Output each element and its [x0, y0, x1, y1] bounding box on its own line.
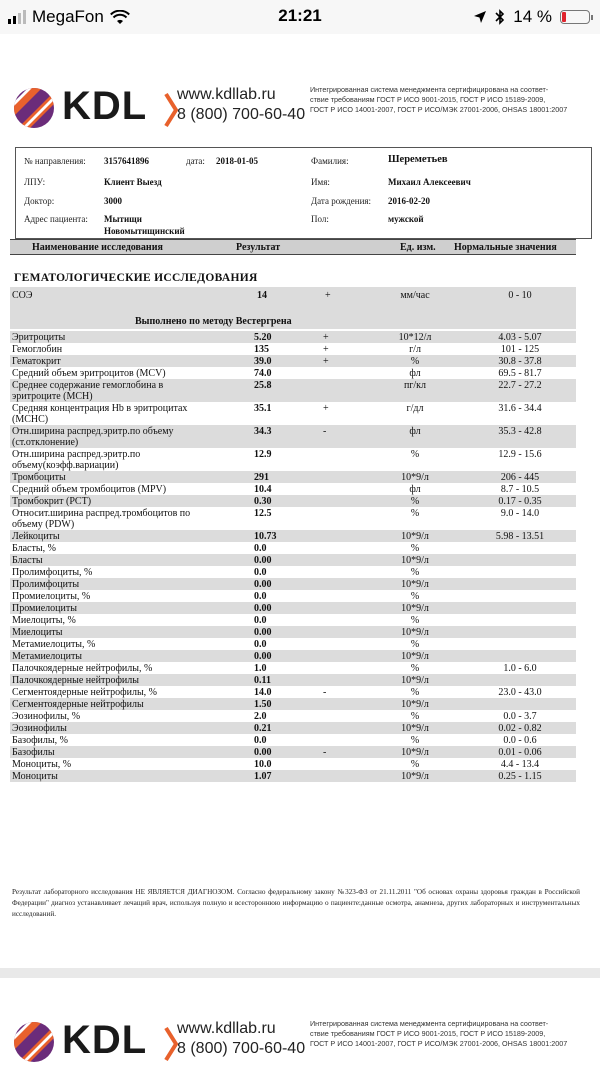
table-row [10, 686, 576, 698]
test-name: Моноциты [12, 771, 58, 782]
table-row [10, 331, 576, 343]
test-name: Сегментоядерные нейтрофилы [12, 699, 144, 710]
table-row [10, 662, 576, 674]
test-unit: % [410, 508, 420, 519]
test-norm: 101 - 125 [500, 344, 540, 355]
patient-sex: мужской [388, 214, 424, 224]
page-gap [0, 968, 600, 978]
lab-website: www.kdllab.ru [177, 86, 276, 103]
kdl-logo-text: KDL [62, 84, 148, 128]
lab-phone: 8 (800) 700-60-40 [177, 106, 306, 123]
test-name: Средний объем эритроцитов (MCV) [12, 368, 166, 379]
test-result: 0.00 [254, 579, 272, 590]
test-result: 12.9 [254, 449, 272, 460]
esr-row [10, 287, 576, 329]
test-norm: 12.9 - 15.6 [498, 449, 542, 460]
doctor-value: 3000 [104, 196, 122, 206]
test-result: 1.07 [254, 771, 272, 782]
test-name: Лейкоциты [12, 531, 60, 542]
test-unit: фл [409, 426, 421, 437]
test-unit: пг/кл [403, 380, 427, 391]
test-unit: % [410, 639, 420, 650]
table-row [10, 746, 576, 758]
test-unit: % [410, 496, 420, 507]
test-unit: 10*9/л [401, 555, 429, 566]
test-unit: фл [409, 484, 421, 495]
test-result: 12.5 [254, 508, 272, 519]
test-name: Средняя концентрация Hb в эритроцитах (MCHC) [12, 403, 188, 425]
test-name: Базофилы [12, 747, 55, 758]
test-name: Средний объем тромбоцитов (MPV) [12, 484, 167, 495]
surname-label: Фамилия: [311, 156, 349, 166]
test-unit: г/л [409, 344, 421, 355]
test-norm: 9.0 - 14.0 [500, 508, 540, 519]
test-result: 39.0 [254, 356, 272, 367]
lpu-label: ЛПУ: [24, 177, 46, 187]
test-name: Метамиелоциты, % [12, 639, 96, 650]
certification-text: Интегрированная система менеджмента сертифицирована на соответ- ствие требованиям ГОСТ Р ИСО 9001-2015, ГОСТ Р ИСО 15189-2009, ГОСТ Р ИСО 14001-2007, ГОСТ Р ИСО/МЭК 27001-2006, OHSAS 18001:2007 [310, 1019, 568, 1048]
test-result: 10.4 [254, 484, 272, 495]
test-result: 25.8 [254, 380, 272, 391]
test-unit: 10*12/л [398, 332, 432, 343]
test-norm: 69.5 - 81.7 [498, 368, 542, 379]
test-unit: % [410, 711, 420, 722]
test-name: Миелоциты [12, 627, 63, 638]
test-result: 0.0 [254, 591, 267, 602]
test-name: Базофилы, % [12, 735, 68, 746]
test-norm: 0.0 - 3.7 [503, 711, 537, 722]
table-row [10, 638, 576, 650]
test-name: Эритроциты [12, 332, 66, 343]
table-row [10, 650, 576, 662]
table-row [10, 770, 576, 782]
table-row [10, 367, 576, 379]
table-row [10, 483, 576, 495]
lab-report-page [0, 40, 600, 960]
test-name: Моноциты, % [12, 759, 72, 770]
test-result: 10.73 [254, 531, 277, 542]
test-unit: % [410, 356, 420, 367]
test-norm: 23.0 - 43.0 [498, 687, 542, 698]
table-row [10, 495, 576, 507]
test-unit: 10*9/л [401, 472, 429, 483]
test-name: Эозинофилы [12, 723, 67, 734]
test-name: Гематокрит [12, 356, 61, 367]
header-result: Результат [236, 242, 281, 253]
table-row [10, 758, 576, 770]
test-unit: % [410, 759, 420, 770]
test-result: 10.0 [254, 759, 272, 770]
test-name: Промиелоциты, % [12, 591, 91, 602]
test-flag: + [323, 403, 329, 414]
test-flag: - [323, 426, 327, 437]
test-unit: % [410, 449, 420, 460]
test-norm: 22.7 - 27.2 [498, 380, 542, 391]
test-unit: % [410, 567, 420, 578]
test-result: 35.1 [254, 403, 272, 414]
test-norm: 4.03 - 5.07 [498, 332, 542, 343]
esr-unit: мм/час [400, 290, 430, 301]
clock: 21:21 [278, 6, 322, 25]
table-row [10, 343, 576, 355]
test-name: Гемоглобин [12, 344, 63, 355]
test-name: Тромбоциты [12, 472, 66, 483]
test-result: 135 [254, 344, 269, 355]
sex-label: Пол: [311, 214, 329, 224]
test-norm: 206 - 445 [500, 472, 540, 483]
table-row [10, 734, 576, 746]
table-row [10, 566, 576, 578]
table-row [10, 471, 576, 483]
test-unit: % [410, 735, 420, 746]
table-row [10, 614, 576, 626]
test-name: Бласты [12, 555, 43, 566]
test-norm: 4.4 - 13.4 [500, 759, 540, 770]
test-flag: - [323, 687, 327, 698]
status-bar [0, 0, 600, 34]
test-result: 0.0 [254, 639, 267, 650]
results-table-header [10, 239, 576, 255]
header-unit: Ед. изм. [400, 242, 436, 253]
test-result: 0.00 [254, 651, 272, 662]
test-name: Бласты, % [12, 543, 56, 554]
table-row [10, 402, 576, 425]
address-line-1: Мытищи [104, 214, 142, 224]
address-line-2: Новомытищинский [104, 226, 185, 236]
test-unit: 10*9/л [401, 747, 429, 758]
report-header [12, 82, 592, 132]
test-flag: + [323, 332, 329, 343]
test-name: Промиелоциты [12, 603, 77, 614]
table-row [10, 674, 576, 686]
table-row [10, 722, 576, 734]
test-result: 0.00 [254, 627, 272, 638]
bluetooth-icon [495, 9, 505, 25]
test-result: 0.0 [254, 615, 267, 626]
table-row [10, 626, 576, 638]
doctor-label: Доктор: [24, 196, 55, 206]
test-norm: 0.0 - 0.6 [503, 735, 537, 746]
birth-label: Дата рождения: [311, 196, 372, 206]
table-row [10, 554, 576, 566]
test-result: 0.11 [254, 675, 271, 686]
test-result: 0.00 [254, 555, 272, 566]
test-norm: 5.98 - 13.51 [495, 531, 545, 542]
kdl-logo-text: KDL [62, 1018, 148, 1062]
patient-name: Михаил Алексеевич [388, 177, 471, 187]
test-unit: 10*9/л [401, 723, 429, 734]
table-row [10, 698, 576, 710]
test-name: Отн.ширина распред.эритр.по объему (ст.отклонение) [12, 426, 174, 448]
table-row [10, 448, 576, 471]
test-result: 0.0 [254, 735, 267, 746]
test-norm: 0.17 - 0.35 [498, 496, 542, 507]
test-name: Тромбокрит (PCT) [12, 496, 92, 507]
test-name: Сегментоядерные нейтрофилы, % [12, 687, 158, 698]
test-norm: 0.02 - 0.82 [498, 723, 542, 734]
table-row [10, 710, 576, 722]
test-unit: 10*9/л [401, 579, 429, 590]
test-norm: 0.01 - 0.06 [498, 747, 542, 758]
section-title: ГЕМАТОЛОГИЧЕСКИЕ ИССЛЕДОВАНИЯ [14, 272, 258, 284]
lab-phone: 8 (800) 700-60-40 [177, 1040, 306, 1057]
test-result: 0.0 [254, 543, 267, 554]
test-result: 0.00 [254, 603, 272, 614]
name-label: Имя: [311, 177, 330, 187]
test-result: 14.0 [254, 687, 272, 698]
test-result: 0.30 [254, 496, 272, 507]
test-unit: 10*9/л [401, 675, 429, 686]
test-norm: 0.25 - 1.15 [498, 771, 542, 782]
test-result: 74.0 [254, 368, 272, 379]
address-label: Адрес пациента: [24, 214, 88, 224]
test-name: Эозинофилы, % [12, 711, 81, 722]
disclaimer-text: Результат лабораторного исследования НЕ ЯВЛЯЕТСЯ ДИАГНОЗОМ. Согласно федеральному закону №323-ФЗ от 21.11.2011 "Об основах охраны здоровья граждан в Российской Федерации" диагноз устанавливает лечащий врач, используя полную и всестороннюю информацию о пациенте:данные осмотра, анамнеза, других лабораторных и инструментальных исследований. [12, 888, 580, 918]
test-name: Пролимфоциты, % [12, 567, 93, 578]
date-label: дата: [186, 156, 205, 166]
esr-method: Выполнено по методу Вестергрена [135, 316, 292, 327]
test-unit: г/дл [406, 403, 424, 414]
table-row [10, 425, 576, 448]
test-norm: 35.3 - 42.8 [498, 426, 542, 437]
table-row [10, 602, 576, 614]
table-row [10, 355, 576, 367]
certification-text: Интегрированная система менеджмента сертифицирована на соответ- ствие требованиям ГОСТ Р ИСО 9001-2015, ГОСТ Р ИСО 15189-2009, ГОСТ Р ИСО 14001-2007, ГОСТ Р ИСО/МЭК 27001-2006, OHSAS 18001:2007 [310, 85, 568, 114]
patient-surname: Шереметьев [388, 154, 448, 165]
esr-flag: + [325, 290, 331, 301]
kdl-logo-icon [12, 1020, 56, 1064]
table-row [10, 530, 576, 542]
test-unit: 10*9/л [401, 771, 429, 782]
test-name: Относит.ширина распред.тромбоцитов по объему (PDW) [12, 508, 191, 530]
test-result: 0.21 [254, 723, 272, 734]
test-unit: % [410, 663, 420, 674]
test-unit: % [410, 615, 420, 626]
esr-name: СОЭ [12, 290, 33, 301]
table-row [10, 379, 576, 402]
test-result: 0.00 [254, 747, 272, 758]
test-result: 291 [254, 472, 269, 483]
test-result: 1.50 [254, 699, 272, 710]
esr-result: 14 [257, 290, 267, 301]
test-norm: 31.6 - 34.4 [498, 403, 542, 414]
results-table-body [10, 331, 576, 782]
test-name: Палочкоядерные нейтрофилы, % [12, 663, 153, 674]
test-flag: + [323, 344, 329, 355]
birth-date: 2016-02-20 [388, 196, 430, 206]
test-result: 1.0 [254, 663, 267, 674]
status-right [473, 7, 590, 27]
test-norm: 30.8 - 37.8 [498, 356, 542, 367]
referral-number: 3157641896 [104, 156, 149, 166]
test-result: 2.0 [254, 711, 267, 722]
referral-label: № направления: [24, 156, 86, 166]
test-unit: % [410, 543, 420, 554]
test-result: 34.3 [254, 426, 272, 437]
lab-website: www.kdllab.ru [177, 1020, 276, 1037]
test-name: Пролимфоциты [12, 579, 80, 590]
next-page-header [12, 1016, 592, 1066]
test-name: Миелоциты, % [12, 615, 76, 626]
test-flag: + [323, 356, 329, 367]
battery-icon [560, 10, 590, 24]
test-norm: 1.0 - 6.0 [503, 663, 537, 674]
test-unit: 10*9/л [401, 627, 429, 638]
table-row [10, 542, 576, 554]
test-flag: - [323, 747, 327, 758]
lpu-value: Клиент Выезд [104, 177, 162, 187]
battery-percent: 14 % [513, 7, 552, 26]
location-icon [473, 10, 487, 24]
esr-norm: 0 - 10 [508, 290, 532, 301]
test-norm: 8.7 - 10.5 [500, 484, 540, 495]
carrier-label: MegaFon [32, 7, 104, 26]
table-row [10, 590, 576, 602]
test-unit: 10*9/л [401, 699, 429, 710]
table-row [10, 507, 576, 530]
kdl-logo-icon [12, 86, 56, 130]
test-unit: 10*9/л [401, 651, 429, 662]
table-row [10, 578, 576, 590]
test-unit: % [410, 591, 420, 602]
test-unit: фл [409, 368, 421, 379]
test-name: Метамиелоциты [12, 651, 83, 662]
test-name: Палочкоядерные нейтрофилы [12, 675, 139, 686]
header-norm: Нормальные значения [454, 242, 557, 253]
header-name: Наименование исследования [32, 242, 163, 253]
test-name: Среднее содержание гемоглобина в эритроците (MCH) [12, 380, 164, 402]
test-unit: 10*9/л [401, 531, 429, 542]
test-unit: % [410, 687, 420, 698]
test-result: 0.0 [254, 567, 267, 578]
test-unit: 10*9/л [401, 603, 429, 614]
test-name: Отн.ширина распред.эритр.по объему(коэфф.вариации) [12, 449, 141, 471]
referral-date: 2018-01-05 [216, 156, 258, 166]
patient-info-box [15, 147, 592, 239]
test-result: 5.20 [254, 332, 272, 343]
